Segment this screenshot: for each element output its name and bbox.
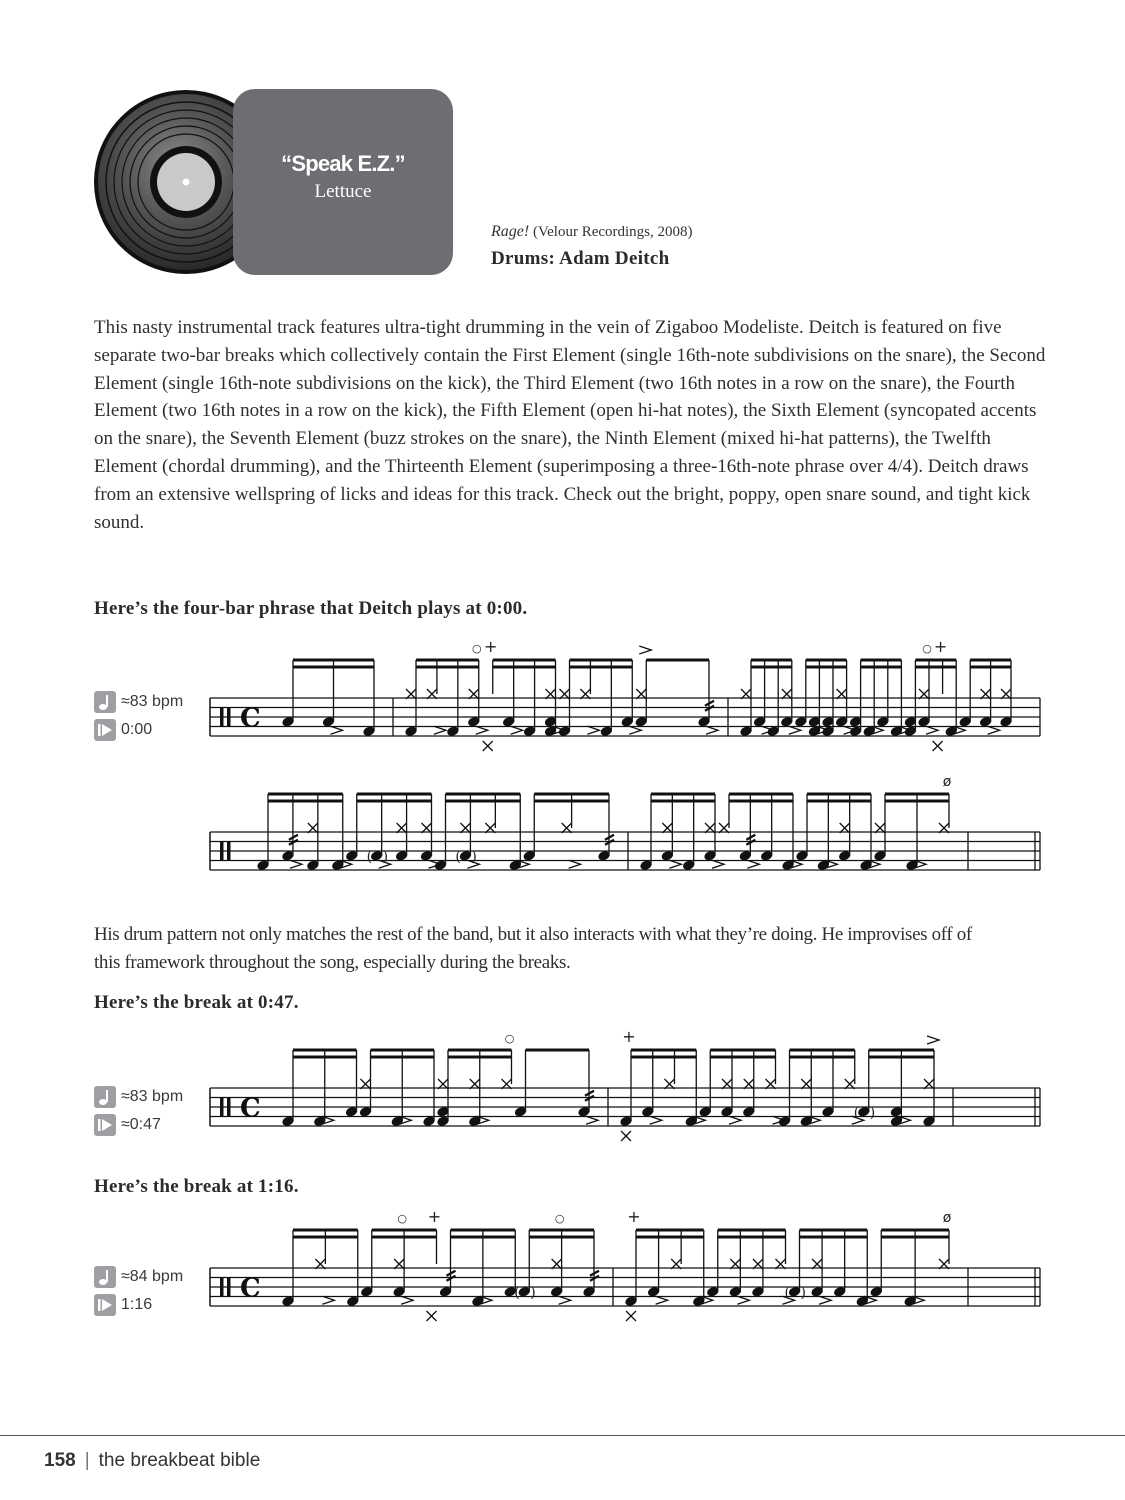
footer-divider [0,1435,1125,1436]
x-notehead [933,741,943,751]
accent-mark [988,726,1000,734]
label-year: (Velour Recordings, 2008) [532,224,693,240]
accent-mark [669,860,681,868]
example-3-heading: Here’s the break at 1:16. [94,1176,299,1197]
page-number: 158 [44,1450,76,1471]
common-time-signature: C [240,1093,261,1124]
accent-mark [747,860,759,868]
ghost-note-paren: ) [800,1284,806,1301]
open-hihat-mark: ○ [397,1212,407,1225]
accent-mark [712,860,724,868]
ghost-note-paren: ) [530,1284,536,1301]
percussion-clef [227,842,231,861]
accent-mark [290,860,302,868]
example-2-heading: Here’s the break at 0:47. [94,992,299,1013]
time-label: 1:16 [121,1296,153,1313]
accent-mark [729,1116,741,1124]
accent-mark [927,1036,939,1044]
book-title: the breakbeat bible [98,1450,261,1471]
closed-hihat-mark: + [933,637,948,656]
accent-mark [434,726,446,734]
percussion-clef [220,1278,224,1297]
accent-mark [476,726,488,734]
artist-name: Lettuce [314,181,372,202]
half-open-hihat-mark: ø [942,1210,952,1226]
accent-mark [586,1116,598,1124]
ghost-note-paren: ( [853,1104,860,1121]
percussion-clef [220,708,224,727]
accent-mark [650,1116,662,1124]
accent-mark [569,860,581,868]
accent-mark [322,1296,334,1304]
common-time-signature: C [240,1273,261,1304]
song-title: “Speak E.Z.” [281,151,405,176]
middle-paragraph: His drum pattern not only matches the rest of the band, but it also interacts with what they’re doing. He improvises off of this framework throughout the song, especially during the breaks. [94,924,972,973]
percussion-clef [227,1098,231,1117]
x-notehead [621,1131,631,1141]
album-title: Rage! [491,223,530,240]
open-hihat-mark: ○ [554,1212,565,1225]
accent-mark [819,1296,831,1304]
ghost-note-paren: ) [869,1104,876,1121]
x-notehead [427,1311,437,1321]
accent-mark [559,1296,571,1304]
tempo-label: ≈83 bpm [121,693,184,710]
intro-paragraph: This nasty instrumental track features ultra-tight drumming in the vein of Zigaboo Modeliste. Deitch is featured on five separate two-bar breaks which collectively contain the First Element (single 16th-note subdivisions on the snare), the Second Element (single 16th-note subdivisions on the kick), the Third Element (two 16th notes in a row on the snare), the Fourth Element (two 16th notes in a row on the kick), the Fifth Element (open hi-hat notes), the Sixth Element (syncopated accents on the snare), the Seventh Element (buzz strokes on the snare), the Ninth Element (mixed hi-hat patterns), the Twelfth Element (chordal drumming), and the Thirteenth Element (superimposing a three-16th-note phrase over 4/4). Deitch draws from an extensive wellspring of licks and ideas for this track. Check out the bright, poppy, open snare sound, and tight kick sound. [94,317,1046,533]
closed-hihat-mark: + [427,1207,442,1226]
percussion-clef [227,1278,231,1297]
accent-mark [629,726,641,734]
closed-hihat-mark: + [622,1027,636,1046]
accent-mark [511,726,523,734]
accent-mark [926,726,938,734]
ghost-note-paren: ) [382,848,389,865]
accent-mark [789,726,801,734]
ghost-note-paren: ( [514,1284,520,1301]
accent-mark [737,1296,749,1304]
percussion-clef [220,842,224,861]
time-label: 0:00 [121,721,153,738]
open-hihat-mark: ○ [471,642,482,655]
ghost-note-paren: ) [471,848,477,865]
closed-hihat-mark: + [627,1207,641,1226]
accent-mark [401,1296,413,1304]
x-notehead [483,741,493,751]
half-open-hihat-mark: ø [942,774,952,790]
footer-separator: | [84,1450,90,1471]
accent-mark [706,726,718,734]
ghost-note-paren: ( [784,1284,790,1301]
open-hihat-mark: ○ [922,642,932,655]
tempo-label: ≈83 bpm [121,1088,184,1105]
page-footer [44,1450,260,1472]
ghost-note-paren: ( [366,848,373,865]
percussion-clef [220,1098,224,1117]
percussion-clef [227,708,231,727]
x-notehead [626,1311,636,1321]
tempo-label: ≈84 bpm [121,1268,184,1285]
example-1-heading: Here’s the four-bar phrase that Deitch plays at 0:00. [94,598,528,619]
common-time-signature: C [240,703,261,734]
accent-mark [656,1296,668,1304]
closed-hihat-mark: + [484,637,498,656]
accent-mark [587,726,599,734]
open-hihat-mark: ○ [504,1032,515,1045]
drummer-credit: Drums: Adam Deitch [491,248,670,269]
accent-mark [331,726,343,734]
ghost-note-paren: ( [455,848,461,865]
accent-mark [639,646,651,654]
time-label: ≈0:47 [121,1116,161,1133]
